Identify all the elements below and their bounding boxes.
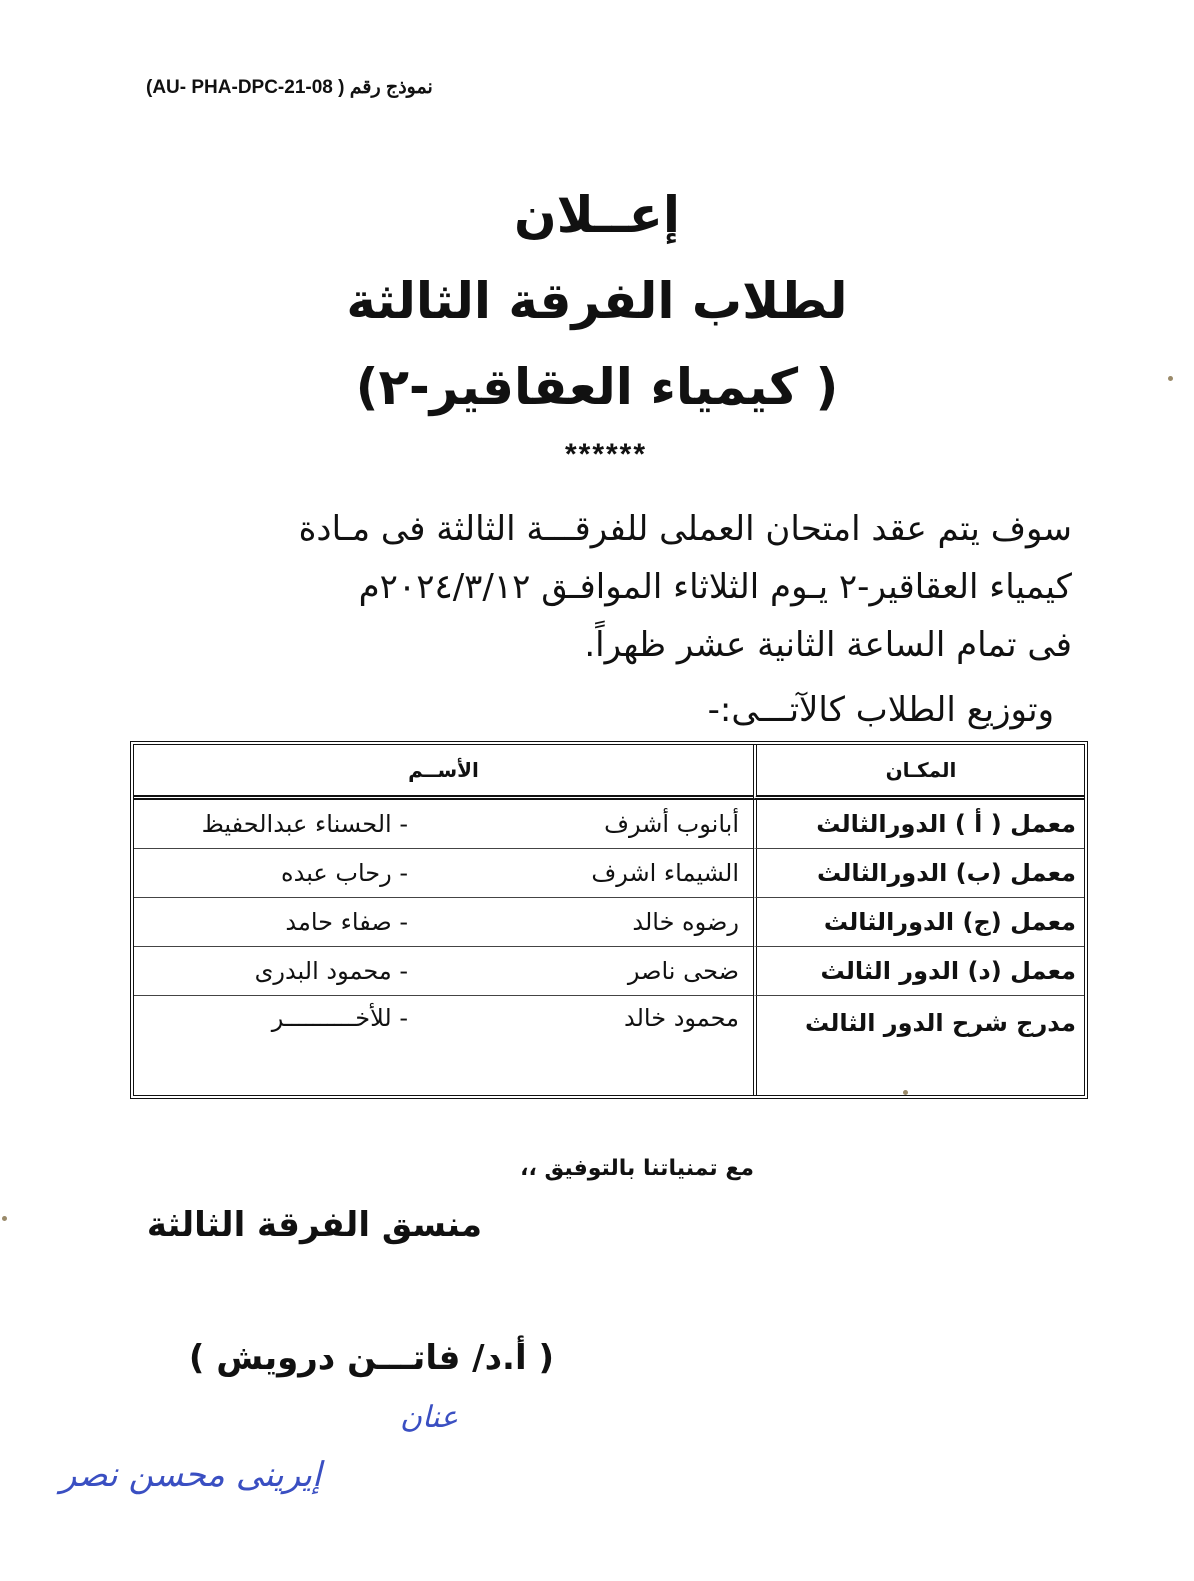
name-from: الشيماء اشرف (591, 859, 739, 887)
table-row (134, 947, 1084, 996)
row-place: معمل (ب) الدورالثالث (753, 849, 1084, 898)
header-names: الأســم (134, 745, 753, 800)
body-line: سوف يتم عقد امتحان العملى للفرقـــة الثالثة فى مـادة (298, 509, 1072, 549)
announcement-body (112, 500, 1072, 674)
name-from: رضوه خالد (632, 908, 739, 936)
form-code: نموذج رقم ( AU- PHA-DPC-21-08) (146, 77, 433, 98)
title-announcement: إعــلان (513, 186, 681, 244)
title-subject: ( كيمياء العقاقير-٢) (355, 358, 839, 416)
professor-name: ( أ.د/ فاتـــن درويش ) (188, 1338, 554, 1378)
coordinator-title: منسق الفرقة الثالثة (146, 1205, 482, 1245)
table-header-row (134, 745, 1084, 800)
table-row (134, 996, 1084, 1095)
row-names (134, 800, 753, 849)
handwritten-note: عنان (400, 1400, 459, 1435)
row-names (134, 996, 753, 1095)
title-audience: لطلاب الفرقة الثالثة (346, 272, 848, 330)
table-row (134, 849, 1084, 898)
body-line: كيمياء العقاقير-٢ يـوم الثلاثاء الموافـق ٢٠٢٤/٣/١٢م (358, 567, 1072, 607)
body-line: فى تمام الساعة الثانية عشر ظهراً. (584, 625, 1072, 665)
row-names (134, 898, 753, 947)
name-to: - الحسناء عبدالحفيظ (201, 810, 408, 838)
name-to: - محمود البدرى (254, 957, 408, 985)
separator: ****** (564, 438, 648, 471)
table-row (134, 898, 1084, 947)
name-from: أبانوب أشرف (604, 810, 739, 838)
handwritten-signature: إيرينى محسن نصر (60, 1455, 322, 1495)
distribution-heading: وتوزيع الطلاب كالآتـــى:- (707, 690, 1054, 730)
scan-speck (903, 1090, 908, 1095)
student-distribution-table (130, 741, 1088, 1099)
row-names (134, 947, 753, 996)
closing-wishes: مع تمنياتنا بالتوفيق ،، (520, 1156, 754, 1181)
row-place: معمل (د) الدور الثالث (753, 947, 1084, 996)
row-place: مدرج شرح الدور الثالث (753, 996, 1084, 1095)
table-row (134, 800, 1084, 849)
row-names (134, 849, 753, 898)
row-place: معمل ( أ ) الدورالثالث (753, 800, 1084, 849)
row-place: معمل (ج) الدورالثالث (753, 898, 1084, 947)
name-from: ضحى ناصر (627, 957, 739, 985)
scan-speck (2, 1216, 7, 1221)
announcement-title (0, 186, 1194, 448)
name-to: - رحاب عبده (281, 859, 408, 887)
name-to: - للأخــــــــــر (271, 1004, 408, 1032)
header-place: المكـان (753, 745, 1084, 800)
scan-speck (1168, 376, 1173, 381)
name-from: محمود خالد (624, 1004, 739, 1032)
name-to: - صفاء حامد (285, 908, 408, 936)
